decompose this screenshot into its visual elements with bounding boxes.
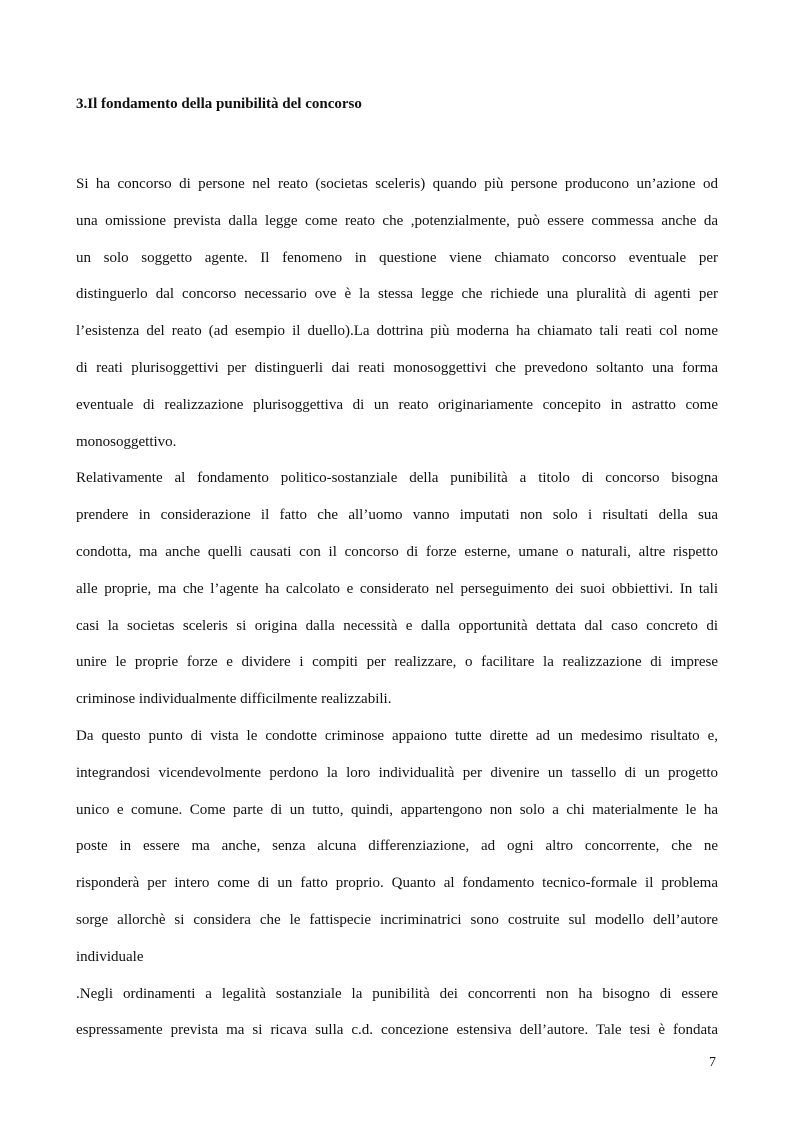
- text-line: casi la societas sceleris si origina dalla necessità e dalla opportunità dettata dal caso concreto di: [76, 617, 718, 634]
- text-line: espressamente prevista ma si ricava sulla c.d. concezione estensiva dell’autore. Tale tesi è fondata: [76, 1022, 718, 1039]
- text-line: sorge allorchè si considera che le fattispecie incriminatrici sono costruite sul modello dell’autore: [76, 911, 718, 928]
- text-line: unico e comune. Come parte di un tutto, quindi, appartengono non solo a chi materialmente le ha: [76, 801, 718, 818]
- text-line: Da questo punto di vista le condotte criminose appaiono tutte dirette ad un medesimo risultato e,: [76, 727, 718, 744]
- text-line: .Negli ordinamenti a legalità sostanziale la punibilità dei concorrenti non ha bisogno di essere: [76, 985, 718, 1002]
- text-line: un solo soggetto agente. Il fenomeno in questione viene chiamato concorso eventuale per: [76, 249, 718, 266]
- section-heading: 3.Il fondamento della punibilità del concorso: [76, 96, 362, 112]
- text-line: monosoggettivo.: [76, 433, 177, 450]
- text-line: risponderà per intero come di un fatto proprio. Quanto al fondamento tecnico-formale il problema: [76, 875, 718, 892]
- text-line: poste in essere ma anche, senza alcuna differenziazione, ad ogni altro concorrente, che ne: [76, 838, 718, 855]
- text-line: unire le proprie forze e dividere i compiti per realizzare, o facilitare la realizzazione di imprese: [76, 654, 718, 671]
- text-line: Si ha concorso di persone nel reato (societas sceleris) quando più persone producono un’azione od: [76, 176, 718, 192]
- text-line: prendere in considerazione il fatto che all’uomo vanno imputati non solo i risultati della sua: [76, 507, 718, 524]
- text-line: l’esistenza del reato (ad esempio il duello).La dottrina più moderna ha chiamato tali reati col nome: [76, 323, 718, 340]
- text-line: alle proprie, ma che l’agente ha calcolato e considerato nel perseguimento dei suoi obbiettivi. In tali: [76, 580, 718, 597]
- text-line: eventuale di realizzazione plurisoggettiva di un reato originariamente concepito in astratto come: [76, 396, 718, 413]
- text-line: una omissione prevista dalla legge come reato che ,potenzialmente, può essere commessa anche da: [76, 212, 718, 229]
- text-line: condotta, ma anche quelli causati con il concorso di forze esterne, umane o naturali, altre rispetto: [76, 543, 718, 560]
- text-line: distinguerlo dal concorso necessario ove è la stessa legge che richiede una pluralità di agenti per: [76, 286, 718, 303]
- text-line: criminose individualmente difficilmente realizzabili.: [76, 691, 392, 708]
- text-line: individuale: [76, 948, 144, 965]
- page-number: 7: [709, 1055, 716, 1070]
- text-line: integrandosi vicendevolmente perdono la loro individualità per divenire un tassello di un progetto: [76, 764, 718, 781]
- text-line: di reati plurisoggettivi per distinguerli dai reati monosoggettivi che prevedono soltanto una forma: [76, 359, 718, 376]
- body-text: [76, 166, 718, 1049]
- text-line: Relativamente al fondamento politico-sostanziale della punibilità a titolo di concorso bisogna: [76, 470, 718, 487]
